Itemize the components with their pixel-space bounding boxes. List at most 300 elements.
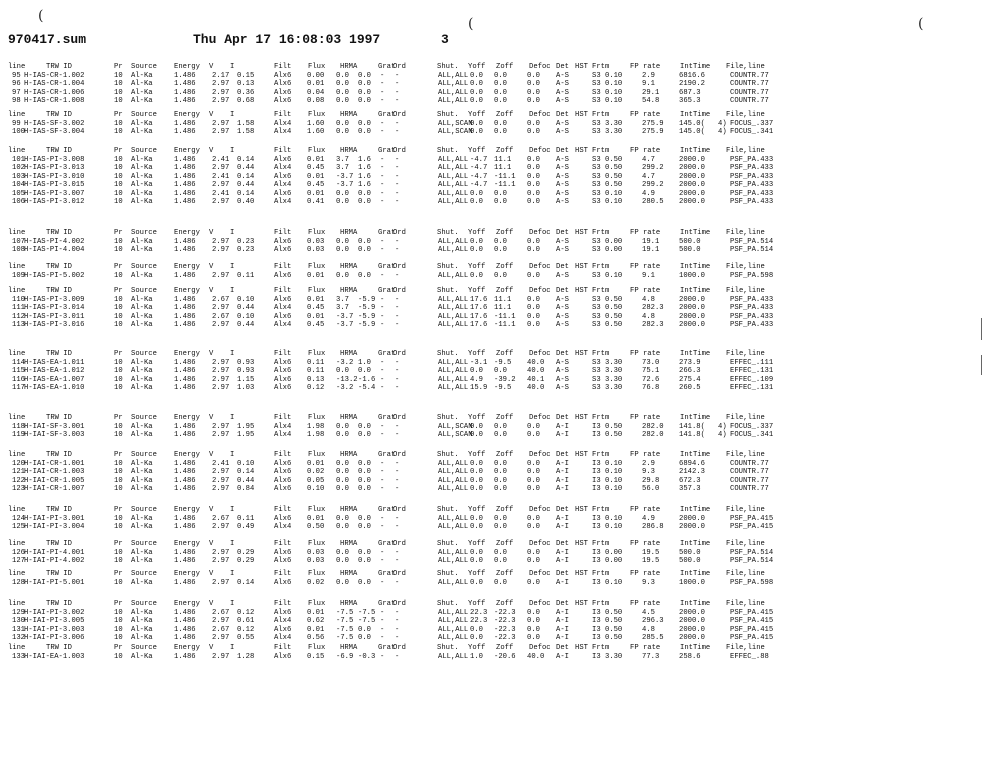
cell-source: Al-Ka [131,423,153,431]
header-det: Det [556,506,569,514]
cell-file-line: EFFEC_.111 [730,359,774,367]
cell-grat: - [380,557,385,566]
cell-det: A-S [556,164,569,173]
cell-v: 2.97 [212,359,230,367]
header-trw-id: TRW ID [46,540,72,548]
header-inttime: IntTime [680,111,711,119]
scan-mark-top-right: ( [918,16,924,32]
cell-line: 129 [12,609,25,617]
cell-line: 114 [12,359,25,367]
cell-source: Al-Ka [131,272,153,280]
cell-hrma-z: 0.0 [358,97,371,106]
cell-inttime: 145.0( [679,128,705,137]
cell-grat: - [380,321,385,330]
header-defoc: Defoc [529,350,551,358]
header-fp-rate: FP rate [630,506,661,514]
cell-line: 127 [12,557,25,566]
cell-pr: 10 [114,172,123,181]
cell-inttime: 6894.6 [679,460,705,468]
cell-trw-id: H-IAS-PI-3.009 [24,296,85,304]
cell-grat: - [380,367,385,376]
cell-ord: - [395,296,400,304]
header-hrma: HRMA [340,147,358,155]
cell-flux: 1.60 [307,128,325,137]
cell-flux: 0.03 [307,557,325,566]
cell-source: Al-Ka [131,246,153,255]
cell-hrma-z: 0.0 [358,634,371,643]
cell-file-line: EFFEC_.88 [730,653,769,661]
cell-defoc: 0.0 [527,120,540,128]
header-hrma: HRMA [340,263,358,271]
header-energy: Energy [174,506,200,514]
cell-pr: 10 [114,375,123,384]
cell-pr: 10 [114,156,123,164]
cell-pr: 10 [114,296,123,304]
cell-zoff: -11.1 [494,321,516,330]
cell-frtm: I3 3.30 [592,653,623,661]
cell-pr: 10 [114,549,123,557]
table-row [0,484,990,494]
cell-grat: - [380,634,385,643]
cell-ord: - [395,304,400,313]
cell-shut: ALL,ALL [438,246,469,255]
cell-line: 101 [12,156,25,164]
cell-i: 1.28 [237,653,255,661]
header-frtm: Frtm [592,229,610,237]
cell-pr: 10 [114,367,123,376]
cell-yoff: 17.6 [470,304,488,313]
cell-line: 118 [12,423,25,431]
cell-hrma-y: 0.0 [336,198,349,206]
cell-inttime: 258.6 [679,653,701,661]
cell-inttime: 266.3 [679,367,701,376]
cell-filt: Alx6 [274,359,292,367]
cell-source: Al-Ka [131,557,153,566]
cell-grat: - [380,296,385,304]
cell-flux: 0.01 [307,80,325,89]
cell-file-line: PSF_PA.415 [730,609,774,617]
header-ord: Ord [393,63,406,71]
cell-ord: - [395,485,400,494]
cell-hrma-y: -7.5 [336,609,354,617]
cell-inttime: 500.0 [679,549,701,557]
cell-fp-rate: 282.3 [642,321,664,330]
cell-line: 117 [12,384,25,393]
cell-i: 0.15 [237,72,255,80]
cell-filt: Alx4 [274,128,292,137]
cell-shut: ALL,ALL [438,238,469,246]
cell-pr: 10 [114,72,123,80]
cell-yoff: 0.0 [470,634,483,643]
cell-hrma-y: 0.0 [336,120,349,128]
cell-filt: Alx6 [274,460,292,468]
cell-energy: 1.486 [174,523,196,532]
cell-fp-rate: 4.7 [642,172,655,181]
cell-pr: 10 [114,625,123,634]
header-trw-id: TRW ID [46,111,72,119]
cell-det: A-I [556,609,569,617]
cell-shut: ALL,ALL [438,375,469,384]
header-defoc: Defoc [529,570,551,578]
cell-frtm: S3 0.10 [592,189,623,198]
header-yoff: Yoff [468,451,486,459]
cell-trw-id: H-IAS-EA-1.012 [24,367,85,376]
cell-line: 112 [12,312,25,321]
cell-hrma-y: 0.0 [336,97,349,106]
cell-frtm: S3 0.50 [592,321,623,330]
cell-file-line: PSF_PA.598 [730,272,774,280]
header-det: Det [556,600,569,608]
cell-line: 96 [12,80,21,89]
cell-fp-rate: 75.1 [642,367,660,376]
cell-flux: 0.11 [307,359,325,367]
cell-fp-rate: 282.0 [642,431,664,440]
cell-zoff: -11.1 [494,181,516,190]
header-shut: Shut. [437,506,459,514]
cell-filt: Alx6 [274,375,292,384]
cell-filt: Alx4 [274,431,292,440]
header-trw-id: TRW ID [46,147,72,155]
cell-v: 2.67 [212,515,230,523]
cell-source: Al-Ka [131,579,153,587]
cell-energy: 1.486 [174,304,196,313]
cell-defoc: 0.0 [527,557,540,566]
cell-hrma-z: 0.0 [358,80,371,89]
cell-i: 0.14 [237,468,255,477]
header-frtm: Frtm [592,350,610,358]
cell-yoff: 0.0 [470,198,483,206]
header-grat: Grat [378,570,396,578]
cell-fp-rate: 2.9 [642,460,655,468]
header-shut: Shut. [437,600,459,608]
cell-defoc: 0.0 [527,272,540,280]
cell-zoff: 0.0 [494,97,507,106]
header-ord: Ord [393,600,406,608]
cell-v: 2.17 [212,72,230,80]
header-zoff: Zoff [496,451,514,459]
cell-det: A-I [556,460,569,468]
cell-shut: ALL,ALL [438,172,469,181]
header-i: I [230,63,235,71]
cell-energy: 1.486 [174,296,196,304]
cell-defoc: 40.0 [527,653,545,661]
header-i: I [230,600,235,608]
cell-det: A-S [556,321,569,330]
cell-source: Al-Ka [131,164,153,173]
cell-hrma-z: 0.0 [358,238,371,246]
table-row [0,556,990,566]
cell-ord: - [395,375,400,384]
cell-frtm: S3 3.30 [592,375,623,384]
cell-hrma-z: 0.0 [358,431,371,440]
cell-defoc: 0.0 [527,423,540,431]
cell-yoff: 0.0 [470,468,483,477]
header-frtm: Frtm [592,451,610,459]
cell-det: A-S [556,172,569,181]
cell-file-line: PSF_PA.433 [730,189,774,198]
cell-fp-rate: 286.8 [642,523,664,532]
header-v: V [209,111,214,119]
cell-source: Al-Ka [131,304,153,313]
header-inttime: IntTime [680,600,711,608]
cell-det: A-S [556,375,569,384]
cell-pr: 10 [114,423,123,431]
header-i: I [230,287,235,295]
cell-v: 2.41 [212,460,230,468]
cell-pr: 10 [114,321,123,330]
cell-source: Al-Ka [131,172,153,181]
cell-source: Al-Ka [131,128,153,137]
header-source: Source [131,644,157,652]
header-hrma: HRMA [340,644,358,652]
cell-v: 2.67 [212,312,230,321]
table-row [0,197,990,207]
header-zoff: Zoff [496,414,514,422]
header-fp-rate: FP rate [630,111,661,119]
cell-inttime: 2000.0 [679,164,705,173]
cell-file-line: PSF_PA.433 [730,164,774,173]
cell-file-line: PSF_PA.415 [730,617,774,626]
header-frtm: Frtm [592,644,610,652]
cell-i: 0.68 [237,97,255,106]
cell-det: A-I [556,523,569,532]
cell-pr: 10 [114,359,123,367]
header-flux: Flux [308,506,326,514]
cell-defoc: 0.0 [527,476,540,485]
cell-inttime: 2000.0 [679,634,705,643]
cell-pr: 10 [114,88,123,97]
header-zoff: Zoff [496,63,514,71]
cell-ord: - [395,164,400,173]
table-row [0,320,990,330]
cell-inttime-note: 4) [718,120,727,128]
cell-trw-id: H-IAI-CR-1.001 [24,460,85,468]
cell-hrma-y: 0.0 [336,431,349,440]
cell-trw-id: H-IAS-PI-5.002 [24,272,85,280]
cell-file-line: EFFEC_.131 [730,384,774,393]
header-energy: Energy [174,263,200,271]
cell-i: 0.14 [237,156,255,164]
cell-inttime: 2000.0 [679,304,705,313]
cell-hrma-z: 1.6 [358,172,371,181]
cell-hrma-z: -5.4 [358,384,376,393]
cell-hrma-z: -5.9 [358,304,376,313]
cell-trw-id: H-IAS-EA-1.011 [24,359,85,367]
cell-trw-id: H-IAS-EA-1.007 [24,375,85,384]
cell-grat: - [380,609,385,617]
cell-i: 0.93 [237,359,255,367]
cell-det: A-S [556,312,569,321]
cell-file-line: FOCUS_.337 [730,120,774,128]
cell-file-line: PSF_PA.433 [730,198,774,206]
cell-pr: 10 [114,523,123,532]
cell-defoc: 0.0 [527,549,540,557]
header-yoff: Yoff [468,414,486,422]
cell-filt: Alx6 [274,468,292,477]
cell-zoff: 11.1 [494,304,512,313]
cell-defoc: 0.0 [527,296,540,304]
header-grat: Grat [378,287,396,295]
cell-trw-id: H-IAI-CR-1.003 [24,468,85,477]
cell-det: A-S [556,246,569,255]
header-zoff: Zoff [496,287,514,295]
header-i: I [230,506,235,514]
cell-det: A-I [556,653,569,661]
table-row [0,652,990,662]
header-energy: Energy [174,147,200,155]
cell-line: 108 [12,246,25,255]
header-flux: Flux [308,263,326,271]
cell-trw-id: H-IAI-EA-1.003 [24,653,85,661]
cell-shut: ALL,ALL [438,181,469,190]
header-trw-id: TRW ID [46,414,72,422]
header-pr: Pr [114,63,123,71]
cell-yoff: 17.6 [470,296,488,304]
cell-energy: 1.486 [174,431,196,440]
header-zoff: Zoff [496,540,514,548]
cell-grat: - [380,485,385,494]
header-frtm: Frtm [592,63,610,71]
cell-line: 100 [12,128,25,137]
cell-file-line: PSF_PA.433 [730,304,774,313]
cell-trw-id: H-IAS-PI-3.013 [24,164,85,173]
header-fp-rate: FP rate [630,451,661,459]
cell-v: 2.97 [212,246,230,255]
cell-line: 95 [12,72,21,80]
cell-trw-id: H-IAS-CR-1.008 [24,97,85,106]
header-fp-rate: FP rate [630,540,661,548]
cell-i: 0.84 [237,485,255,494]
cell-source: Al-Ka [131,156,153,164]
cell-hrma-z: -5.9 [358,312,376,321]
cell-shut: ALL,ALL [438,579,469,587]
cell-zoff: 11.1 [494,296,512,304]
header-shut: Shut. [437,147,459,155]
cell-energy: 1.486 [174,653,196,661]
cell-hrma-z: -7.5 [358,617,376,626]
header-hrma: HRMA [340,600,358,608]
header-flux: Flux [308,287,326,295]
cell-ord: - [395,617,400,626]
header-pr: Pr [114,147,123,155]
cell-file-line: COUNTR.77 [730,468,769,477]
cell-grat: - [380,88,385,97]
header-grat: Grat [378,506,396,514]
cell-trw-id: H-IAI-PI-4.001 [24,549,85,557]
cell-defoc: 40.1 [527,375,545,384]
cell-hrma-z: 0.0 [358,579,371,587]
cell-line: 128 [12,579,25,587]
cell-v: 2.97 [212,238,230,246]
cell-hrma-y: 0.0 [336,460,349,468]
cell-line: 106 [12,198,25,206]
cell-pr: 10 [114,97,123,106]
header-hst: HST [575,600,588,608]
header-frtm: Frtm [592,287,610,295]
header-hst: HST [575,570,588,578]
cell-v: 2.97 [212,476,230,485]
header-grat: Grat [378,600,396,608]
cell-pr: 10 [114,272,123,280]
table-row [0,96,990,106]
cell-frtm: S3 0.00 [592,238,623,246]
header-fp-rate: FP rate [630,644,661,652]
cell-flux: 0.03 [307,238,325,246]
header-source: Source [131,600,157,608]
header-shut: Shut. [437,111,459,119]
header-pr: Pr [114,570,123,578]
cell-i: 1.58 [237,120,255,128]
cell-inttime: 357.3 [679,485,701,494]
cell-line: 120 [12,460,25,468]
header-det: Det [556,644,569,652]
cell-hrma-y: 0.0 [336,423,349,431]
cell-v: 2.97 [212,88,230,97]
cell-i: 0.12 [237,625,255,634]
scan-mark-top-center: ( [468,16,474,32]
cell-line: 113 [12,321,25,330]
cell-fp-rate: 56.0 [642,485,660,494]
cell-source: Al-Ka [131,321,153,330]
cell-energy: 1.486 [174,172,196,181]
cell-frtm: S3 0.00 [592,246,623,255]
cell-ord: - [395,189,400,198]
cell-zoff: 11.1 [494,164,512,173]
header-ord: Ord [393,263,406,271]
cell-det: A-S [556,367,569,376]
cell-fp-rate: 282.3 [642,304,664,313]
cell-file-line: PSF_PA.415 [730,515,774,523]
cell-frtm: I3 0.50 [592,634,623,643]
cell-line: 107 [12,238,25,246]
cell-hrma-y: 0.0 [336,238,349,246]
header-det: Det [556,414,569,422]
cell-file-line: PSF_PA.514 [730,557,774,566]
cell-shut: ALL,ALL [438,617,469,626]
header-defoc: Defoc [529,451,551,459]
cell-inttime: 275.4 [679,375,701,384]
cell-shut: ALL,ALL [438,359,469,367]
header-v: V [209,350,214,358]
cell-hrma-y: -7.5 [336,634,354,643]
cell-hrma-z: 0.0 [358,367,371,376]
cell-pr: 10 [114,485,123,494]
header-hst: HST [575,644,588,652]
cell-zoff: 0.0 [494,557,507,566]
cell-yoff: 0.0 [470,189,483,198]
cell-filt: Alx6 [274,72,292,80]
cell-file-line: PSF_PA.415 [730,625,774,634]
header-line: line [8,350,26,358]
cell-hrma-z: 1.0 [358,359,371,367]
cell-filt: Alx4 [274,423,292,431]
cell-source: Al-Ka [131,384,153,393]
header-shut: Shut. [437,287,459,295]
cell-file-line: COUNTR.77 [730,97,769,106]
cell-filt: Alx6 [274,156,292,164]
cell-i: 0.55 [237,634,255,643]
cell-ord: - [395,468,400,477]
cell-hrma-y: 0.0 [336,515,349,523]
cell-defoc: 0.0 [527,128,540,137]
cell-line: 103 [12,172,25,181]
cell-v: 2.97 [212,468,230,477]
cell-filt: Alx4 [274,164,292,173]
cell-source: Al-Ka [131,312,153,321]
cell-det: A-I [556,625,569,634]
header-zoff: Zoff [496,570,514,578]
cell-zoff: 0.0 [494,523,507,532]
